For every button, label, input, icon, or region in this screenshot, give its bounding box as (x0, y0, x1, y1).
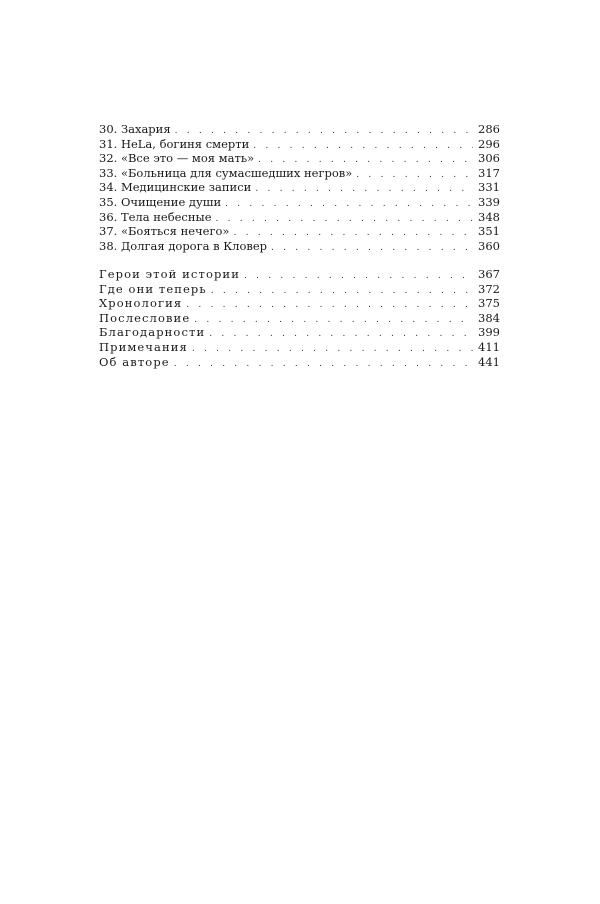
toc-entry-page: 411 (478, 339, 500, 354)
toc-entry-page: 360 (478, 238, 500, 253)
toc-entry[interactable] (99, 122, 500, 137)
toc-entry-page: 441 (478, 354, 500, 369)
toc-entry-page: 306 (478, 151, 500, 166)
toc-entry-page: 399 (478, 325, 500, 340)
toc-entry[interactable] (99, 311, 500, 326)
toc-entry-page: 375 (478, 296, 500, 311)
toc-entry-title: Где они теперь (99, 281, 207, 296)
toc-entry-title: Примечания (99, 339, 188, 354)
toc-entry-title: 34. Медицинские записи (99, 180, 252, 195)
toc-entry[interactable] (99, 195, 500, 210)
toc-entry-title: 32. «Все это — моя мать» (99, 151, 255, 166)
dot-leader (244, 269, 473, 284)
toc-entry-title: Об авторе (99, 354, 170, 369)
toc-entry[interactable] (99, 239, 500, 254)
toc-entry-page: 331 (478, 180, 500, 195)
toc-entry[interactable] (99, 340, 500, 355)
toc-entry-page: 296 (478, 136, 500, 151)
toc-entry-page: 367 (478, 267, 500, 281)
dot-leader (211, 284, 473, 299)
toc-entry[interactable] (99, 325, 500, 340)
toc-entry-page: 339 (478, 194, 500, 209)
toc-entry-title: 35. Очищение души (99, 194, 222, 209)
dot-leader (253, 139, 473, 154)
dot-leader (192, 342, 473, 357)
toc-entry-title: Герои этой истории (99, 267, 240, 281)
toc-entry-title: 30. Захария (99, 122, 171, 136)
toc-entry[interactable] (99, 282, 500, 297)
dot-leader (356, 168, 473, 183)
toc-entry-title: 37. «Бояться нечего» (99, 224, 230, 239)
toc-entry-title: Послесловие (99, 310, 191, 325)
toc-back-matter-list (99, 267, 500, 369)
toc-entry[interactable] (99, 224, 500, 239)
toc-entry-title: 36. Тела небесные (99, 209, 212, 224)
dot-leader (194, 313, 473, 328)
toc-entry-title: Благодарности (99, 325, 206, 340)
dot-leader (216, 212, 474, 227)
toc-entry[interactable] (99, 296, 500, 311)
toc-entry-page: 372 (478, 281, 500, 296)
toc-entry[interactable] (99, 137, 500, 152)
dot-leader (225, 197, 473, 212)
toc-entry-page: 351 (478, 224, 500, 239)
toc-entry-page: 286 (478, 122, 500, 136)
dot-leader (255, 182, 473, 197)
toc-entry-page: 348 (478, 209, 500, 224)
toc-entry-page: 384 (478, 310, 500, 325)
toc-chapters-list (99, 122, 500, 253)
toc-entry-title: Хронология (99, 296, 183, 311)
toc-entry[interactable] (99, 151, 500, 166)
toc-entry-page: 317 (478, 165, 500, 180)
toc-entry[interactable] (99, 355, 500, 370)
toc-entry-title: 31. HeLa, богиня смерти (99, 136, 250, 151)
toc-entry-title: 38. Долгая дорога в Кловер (99, 238, 268, 253)
toc-entry[interactable] (99, 210, 500, 225)
toc-entry[interactable] (99, 267, 500, 282)
toc-entry-title: 33. «Больница для сумасшедших негров» (99, 165, 353, 180)
toc-entry[interactable] (99, 166, 500, 181)
dot-leader (174, 357, 473, 372)
dot-leader (271, 241, 473, 256)
dot-leader (186, 298, 473, 313)
toc-entry[interactable] (99, 180, 500, 195)
dot-leader (209, 327, 473, 342)
